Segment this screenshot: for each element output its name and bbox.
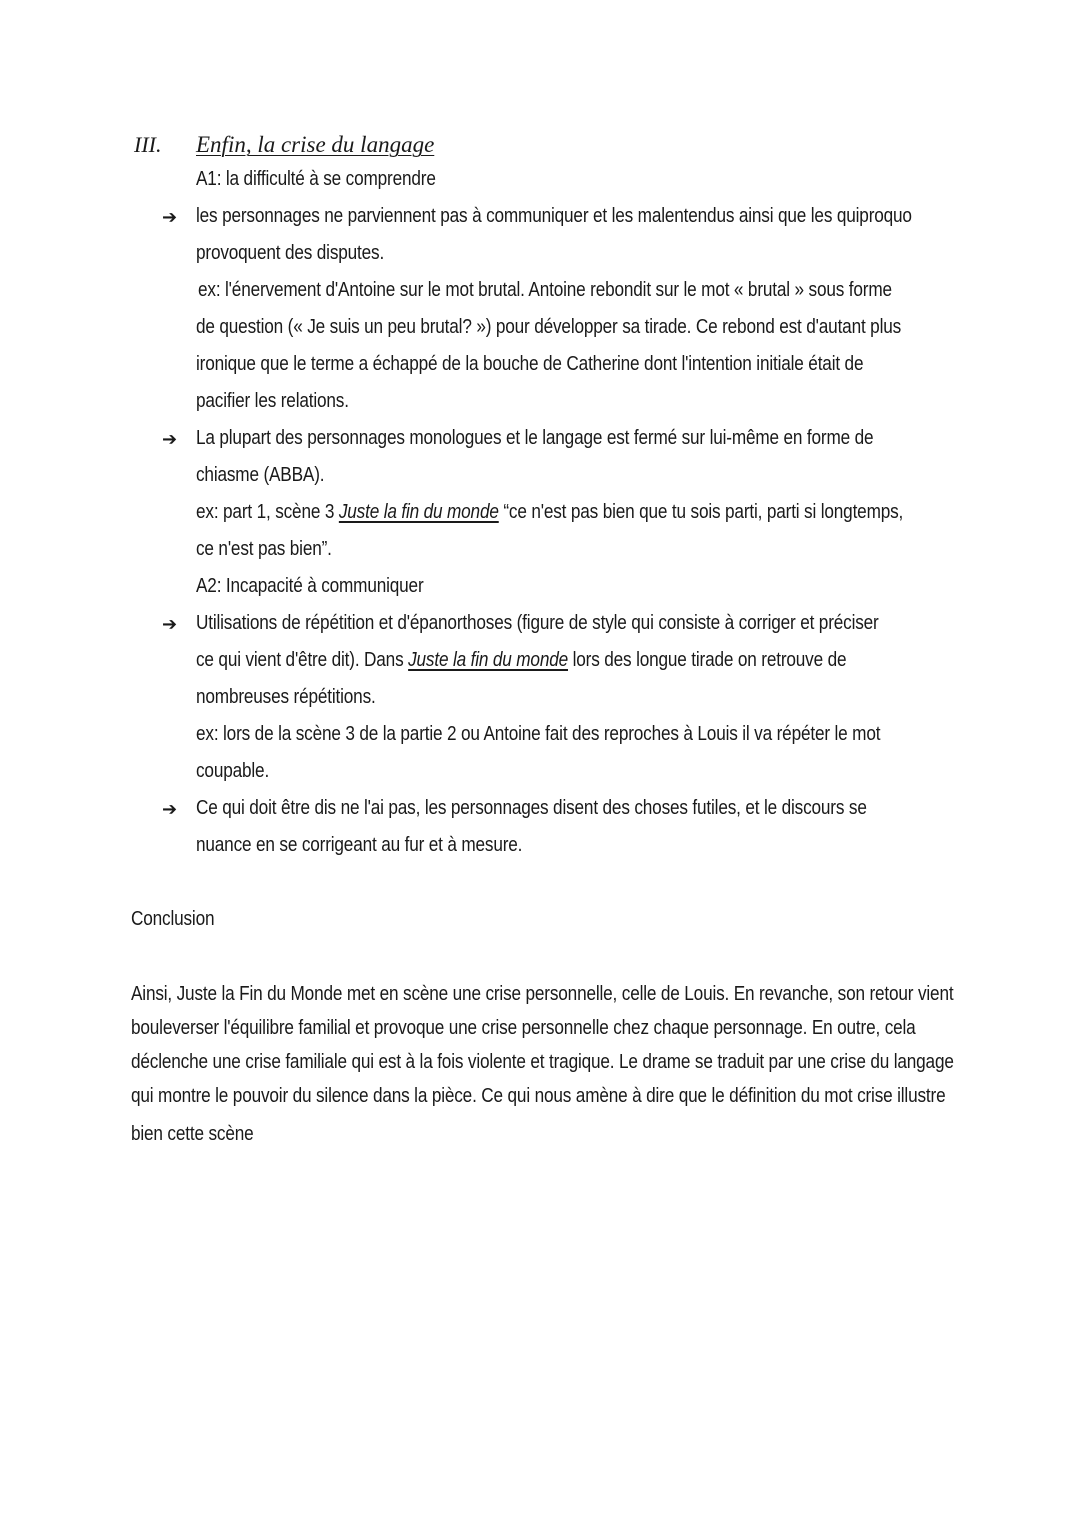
- example-quote: “ce n'est pas bien que tu sois parti, parti si longtemps,: [498, 501, 904, 523]
- arrow-icon: ➔: [162, 799, 178, 820]
- bullet-1-example-3: ironique que le terme a échappé de la bouche de Catherine dont l'intention initiale était de: [196, 353, 864, 375]
- bullet-3-example-1: ex: lors de la scène 3 de la partie 2 ou Antoine fait des reproches à Louis il va répéter le mot: [196, 723, 881, 745]
- conclusion-line: Ainsi, Juste la Fin du Monde met en scène une crise personnelle, celle de Louis. En revanche, son retour vient: [131, 983, 954, 1005]
- book-title: Juste la fin du monde: [338, 501, 499, 523]
- bullet-4-line-1: Ce qui doit être dis ne l'ai pas, les personnages disent des choses futiles, et le discours se: [196, 797, 867, 819]
- section-number: III.: [134, 132, 162, 157]
- bullet-3-line-1: Utilisations de répétition et d'épanorthoses (figure de style qui consiste à corriger et préciser: [196, 612, 879, 634]
- bullet-2-example: [196, 494, 903, 531]
- bullet-3-line-3: nombreuses répétitions.: [196, 686, 376, 708]
- bullet-1-example-4: pacifier les relations.: [196, 390, 349, 412]
- arrow-icon: ➔: [162, 207, 178, 228]
- book-title: Juste la fin du monde: [408, 649, 569, 671]
- line-prefix: ce qui vient d'être dit). Dans: [196, 649, 409, 671]
- bullet-4-line-2: nuance en se corrigeant au fur et à mesure.: [196, 834, 523, 856]
- example-prefix: ex: part 1, scène 3: [196, 501, 339, 523]
- conclusion-line: bien cette scène: [131, 1123, 254, 1145]
- conclusion-line: déclenche une crise familiale qui est à la fois violente et tragique. Le drame se traduit par une crise du langage: [131, 1051, 954, 1073]
- bullet-2-line-2: chiasme (ABBA).: [196, 464, 325, 486]
- bullet-1-example-1: ex: l'énervement d'Antoine sur le mot brutal. Antoine rebondit sur le mot « brutal » sous forme: [198, 279, 892, 301]
- subheading-a1: A1: la difficulté à se comprendre: [196, 168, 436, 190]
- bullet-1-line-1: les personnages ne parviennent pas à communiquer et les malentendus ainsi que les quiproquo: [196, 205, 912, 227]
- bullet-1-example-2: de question (« Je suis un peu brutal? ») pour développer sa tirade. Ce rebond est d'autant plus: [196, 316, 902, 338]
- arrow-icon: ➔: [162, 429, 178, 450]
- section-title: Enfin, la crise du langage: [196, 132, 435, 157]
- bullet-2-example-2: ce n'est pas bien”.: [196, 538, 332, 560]
- bullet-2-line-1: La plupart des personnages monologues et le langage est fermé sur lui-même en forme de: [196, 427, 874, 449]
- conclusion-line: qui montre le pouvoir du silence dans la pièce. Ce qui nous amène à dire que le définition du mot crise illustre: [131, 1085, 946, 1107]
- bullet-3-line-2: [196, 642, 846, 679]
- conclusion-line: bouleverser l'équilibre familial et provoque une crise personnelle chez chaque personnage. En outre, cela: [131, 1017, 916, 1039]
- arrow-icon: ➔: [162, 614, 178, 635]
- line-suffix: lors des longue tirade on retrouve de: [568, 649, 847, 671]
- subheading-a2: A2: Incapacité à communiquer: [196, 575, 424, 597]
- bullet-1-line-2: provoquent des disputes.: [196, 242, 385, 264]
- bullet-3-example-2: coupable.: [196, 760, 270, 782]
- conclusion-heading: Conclusion: [131, 908, 215, 930]
